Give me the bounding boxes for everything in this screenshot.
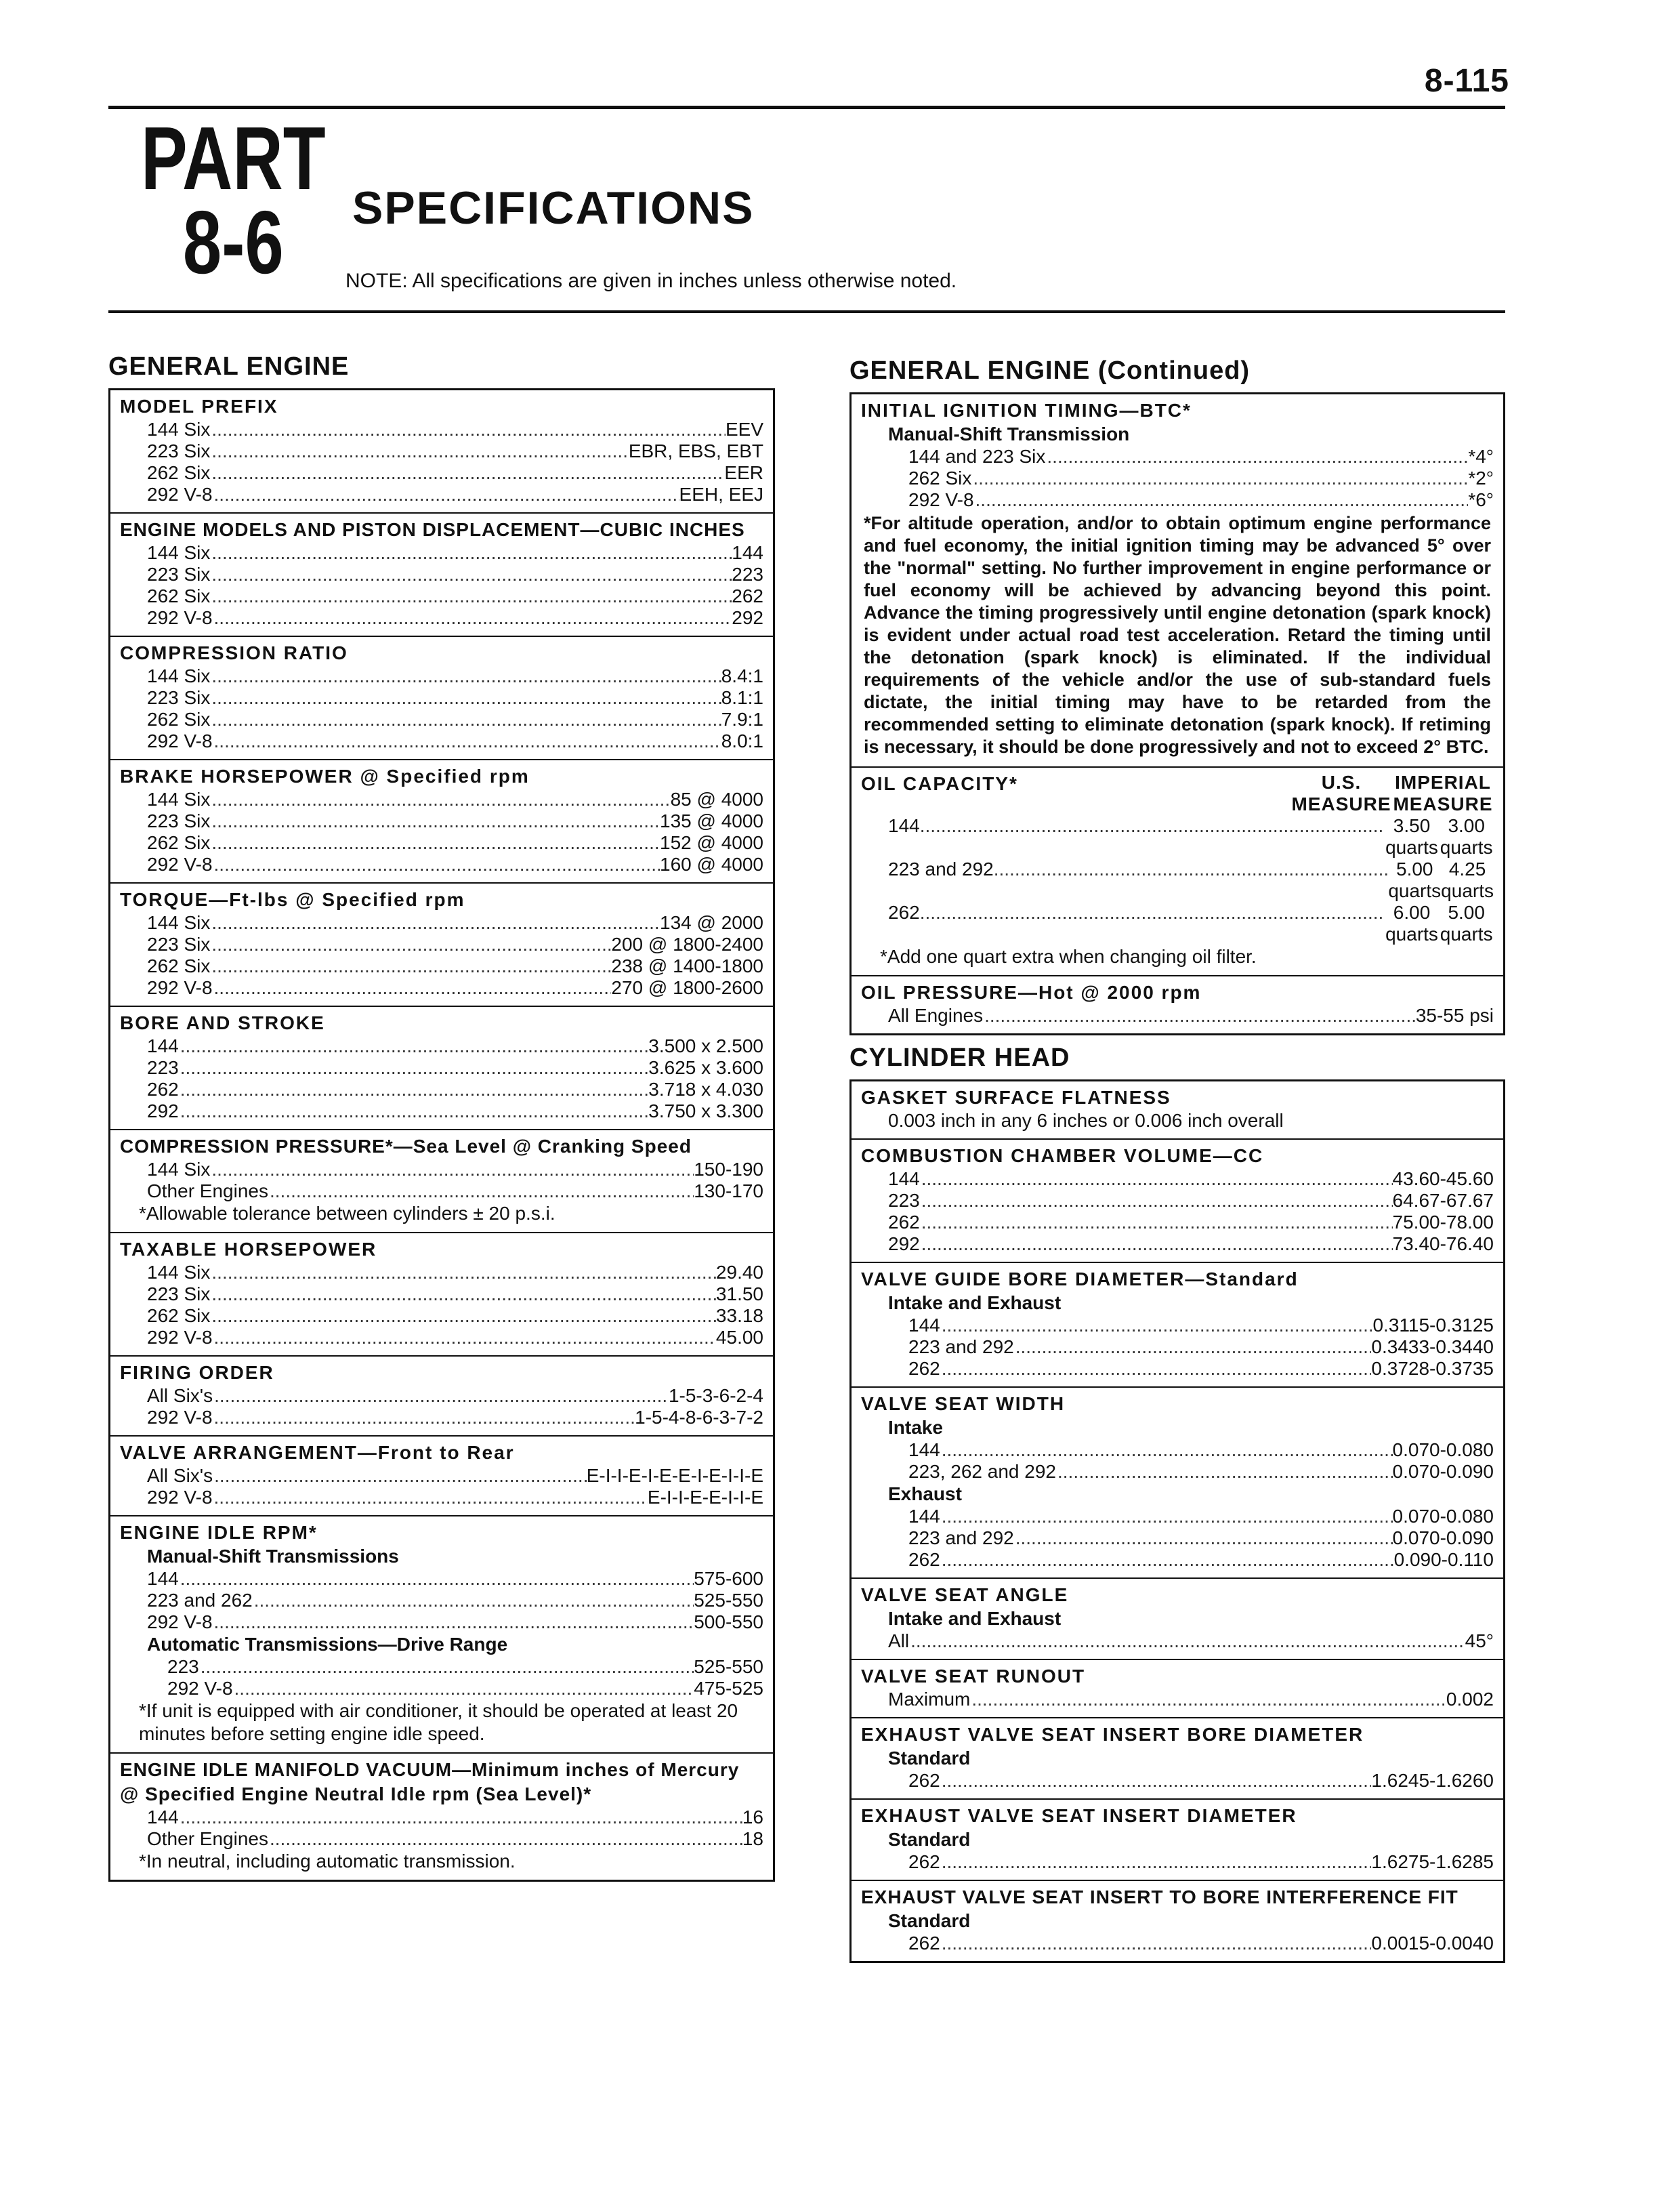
spec-row: Other Engines ..... 18 [120,1828,763,1850]
spec-row: 223 Six ..... 8.1:1 [120,687,763,709]
subheading: Standard [888,1829,971,1850]
guide-bore-section [852,1263,1503,1388]
spec-row: 144 ..... 0.070-0.080 [861,1506,1494,1527]
imperial-measure-header: IMPERIAL MEASURE [1393,772,1493,814]
seat-angle-section [852,1579,1503,1660]
spec-row: 144 Six ..... 29.40 [120,1262,763,1283]
us-measure-header: U.S. MEASURE [1291,772,1391,814]
spec-row: 262 ..... 1.6275-1.6285 [861,1851,1494,1873]
spec-row: 223 Six ..... 135 @ 4000 [120,810,763,832]
spec-row: 262 ..... 3.718 x 4.030 [120,1079,763,1100]
footnote: *In neutral, including automatic transmission. [139,1851,516,1872]
part-number: 8-6 [182,192,284,292]
subheading: Manual-Shift Transmission [888,424,1130,445]
section-heading: OIL CAPACITY* [861,773,1018,794]
seat-runout-section [852,1660,1503,1718]
spec-row: 292 V-8 ..... 8.0:1 [120,730,763,752]
combustion-volume-section [852,1140,1503,1263]
spec-row: 292 V-8 ..... 270 @ 1800-2600 [120,977,763,999]
spec-row: 144 Six ..... 144 [120,542,763,564]
section-heading: COMPRESSION RATIO [120,642,348,663]
spec-row: 262 ..... 0.3728-0.3735 [861,1358,1494,1380]
section-heading: TORQUE—Ft-lbs @ Specified rpm [120,889,465,910]
oil-pressure-section [852,976,1503,1033]
ignition-timing-section [852,394,1503,768]
seat-width-section [852,1388,1503,1579]
section-heading: BRAKE HORSEPOWER @ Specified rpm [120,766,530,787]
subheading: Intake and Exhaust [888,1292,1062,1313]
spec-row: 223 and 292 ..... 0.3433-0.3440 [861,1336,1494,1358]
spec-row: 223 Six ..... 223 [120,564,763,585]
section-heading: EXHAUST VALVE SEAT INSERT TO BORE INTERFERENCE FIT [861,1886,1458,1907]
section-heading: VALVE ARRANGEMENT—Front to Rear [120,1442,515,1463]
spec-row: 144 ..... 575-600 [120,1568,763,1590]
spec-row: 292 ..... 3.750 x 3.300 [120,1100,763,1122]
spec-row: 223 ..... 525-550 [120,1656,763,1678]
spec-row: 262 ..... 75.00-78.00 [861,1212,1494,1233]
footnote: *Allowable tolerance between cylinders ± 20 p.s.i. [139,1203,555,1224]
section-heading: ENGINE IDLE RPM* [120,1522,318,1543]
insert-bore-section [852,1718,1503,1800]
spec-row: 223 ..... 64.67-67.67 [861,1190,1494,1212]
spec-row: 292 V-8 ..... 292 [120,607,763,629]
spec-row: 144 Six ..... 85 @ 4000 [120,789,763,810]
spec-row: 262 Six ..... 33.18 [120,1305,763,1327]
insert-diameter-section [852,1800,1503,1881]
right-column-top [849,356,1505,1035]
model-prefix-section [110,390,773,514]
spec-row: 262 ..... 0.090-0.110 [861,1549,1494,1571]
firing-order-section [110,1357,773,1437]
valve-arrangement-section [110,1437,773,1516]
units-note: NOTE: All specifications are given in inches unless otherwise noted. [345,270,957,292]
spec-row: 223, 262 and 292 ..... 0.070-0.090 [861,1461,1494,1483]
spec-row: 223 and 292 ..... 0.070-0.090 [861,1527,1494,1549]
oil-row: 262 ..... 6.00 quarts 5.00 quarts [861,902,1494,945]
section-heading: EXHAUST VALVE SEAT INSERT BORE DIAMETER [861,1724,1364,1745]
cylinder-head-table [849,1079,1505,1963]
oil-capacity-section [852,768,1503,976]
section-heading: FIRING ORDER [120,1362,274,1383]
footnote: *Add one quart extra when changing oil filter. [880,946,1257,967]
subheading: Intake [888,1417,943,1438]
manifold-vacuum-section [110,1754,773,1880]
spec-row: 262 ..... 0.0015-0.0040 [861,1933,1494,1954]
spec-row: 223 and 262 ..... 525-550 [120,1590,763,1611]
part-word: PART [141,108,326,208]
spec-row: 144 ..... 16 [120,1807,763,1828]
spec-row: 262 Six ..... 7.9:1 [120,709,763,730]
spec-row: 144 ..... 43.60-45.60 [861,1168,1494,1190]
spec-row: 223 Six ..... 200 @ 1800-2400 [120,934,763,955]
insert-fit-section [852,1881,1503,1961]
section-heading: EXHAUST VALVE SEAT INSERT DIAMETER [861,1805,1297,1826]
section-heading: VALVE SEAT ANGLE [861,1584,1069,1605]
section-heading: OIL PRESSURE—Hot @ 2000 rpm [861,982,1202,1003]
section-heading: MODEL PREFIX [120,396,278,417]
spec-row: 262 Six ..... *2° [861,468,1494,489]
spec-row: 144 Six ..... 150-190 [120,1159,763,1180]
subheading: Intake and Exhaust [888,1608,1062,1629]
spec-row: 292 V-8 ..... 160 @ 4000 [120,854,763,875]
torque-section [110,884,773,1007]
section-heading: BORE AND STROKE [120,1012,325,1033]
oil-capacity-header [861,772,1494,815]
spec-row: 144 Six ..... 8.4:1 [120,665,763,687]
header-rule-bottom [108,310,1505,313]
gasket-flatness-section [852,1081,1503,1140]
subheading: Standard [888,1910,971,1931]
general-engine-table [108,388,775,1882]
page-title: SPECIFICATIONS [352,182,755,234]
spec-row: 262 Six ..... 262 [120,585,763,607]
spec-text: 0.003 inch in any 6 inches or 0.006 inch overall [888,1110,1284,1131]
spec-row: Other Engines ..... 130-170 [120,1180,763,1202]
compression-pressure-section [110,1130,773,1233]
spec-row: 144 and 223 Six ..... *4° [861,446,1494,468]
section-heading: ENGINE MODELS AND PISTON DISPLACEMENT—CUBIC INCHES [120,519,745,540]
spec-row: 144 ..... 3.500 x 2.500 [120,1035,763,1057]
subheading: Automatic Transmissions—Drive Range [147,1634,508,1655]
section-heading: VALVE GUIDE BORE DIAMETER—Standard [861,1268,1299,1289]
section-heading: COMPRESSION PRESSURE*—Sea Level @ Cranking Speed [120,1136,692,1157]
spec-row: 292 V-8 ..... *6° [861,489,1494,511]
section-heading: VALVE SEAT RUNOUT [861,1666,1086,1687]
spec-row: 144 ..... 0.070-0.080 [861,1439,1494,1461]
cylinder-head-title: CYLINDER HEAD [849,1044,1070,1072]
spec-row: 292 ..... 73.40-76.40 [861,1233,1494,1255]
spec-row: 262 Six ..... 152 @ 4000 [120,832,763,854]
spec-row: 262 ..... 1.6245-1.6260 [861,1770,1494,1792]
bore-stroke-section [110,1007,773,1130]
spec-row: 144 Six ..... 134 @ 2000 [120,912,763,934]
taxable-horsepower-section [110,1233,773,1357]
section-heading: ENGINE IDLE MANIFOLD VACUUM—Minimum inches of Mercury @ Specified Engine Neutral Idle rpm (Sea Level)* [120,1759,740,1804]
spec-row: 292 V-8 ..... E-I-I-E-E-I-I-E [120,1487,763,1508]
spec-row: 292 V-8 ..... EEH, EEJ [120,484,763,505]
brake-horsepower-section [110,760,773,884]
page-number: 8-115 [1424,63,1509,99]
spec-row: 292 V-8 ..... 1-5-4-8-6-3-7-2 [120,1407,763,1428]
spec-row: 144 ..... 0.3115-0.3125 [861,1315,1494,1336]
spec-row: 144 Six ..... EEV [120,419,763,440]
right-column-bottom [849,1044,1505,1963]
general-engine-continued-table [849,392,1505,1035]
spec-row: 292 V-8 ..... 475-525 [120,1678,763,1699]
spec-row: 292 V-8 ..... 45.00 [120,1327,763,1348]
oil-row: 144 ..... 3.50 quarts 3.00 quarts [861,815,1494,859]
general-engine-title: GENERAL ENGINE [108,352,350,381]
section-heading: GASKET SURFACE FLATNESS [861,1087,1171,1108]
section-heading: COMBUSTION CHAMBER VOLUME—CC [861,1145,1264,1166]
idle-rpm-section [110,1516,773,1754]
left-column [108,352,775,1882]
spec-row: All ..... 45° [861,1630,1494,1652]
timing-footnote: *For altitude operation, and/or to obtain optimum engine performance and fuel economy, the initial ignition timing may be advanced 5° over the "normal" setting. No further improvement in engine performance or fuel economy will be achieved by advancing beyond this point. Advance the timing progressively until engine detonation (spark knock) is evident under actual road test acceleration. Retard the timing until the detonation (spark knock) is eliminated. If the individual requirements of the vehicle and/or the use of sub-standard fuels dictate, the initial timing may have to be retarded from the recommended setting to eliminate detonation (spark knock). If retiming is necessary, it should be done progressively and not to exceed 2° BTC. [864,513,1491,757]
section-heading: VALVE SEAT WIDTH [861,1393,1066,1414]
compression-ratio-section [110,637,773,760]
spec-row: All Six's ..... 1-5-3-6-2-4 [120,1385,763,1407]
spec-row: All Engines ..... 35-55 psi [861,1005,1494,1027]
spec-row: All Six's ..... E-I-I-E-I-E-E-I-E-I-I-E [120,1465,763,1487]
displacement-section [110,514,773,637]
spec-row: 292 V-8 ..... 500-550 [120,1611,763,1633]
spec-row: 223 Six ..... EBR, EBS, EBT [120,440,763,462]
subheading: Exhaust [888,1483,962,1504]
subheading: Standard [888,1748,971,1769]
part-label [141,108,326,292]
spec-row: 223 Six ..... 31.50 [120,1283,763,1305]
subheading: Manual-Shift Transmissions [147,1546,399,1567]
spec-row: 223 ..... 3.625 x 3.600 [120,1057,763,1079]
section-heading: INITIAL IGNITION TIMING—BTC* [861,400,1192,421]
general-engine-continued-title: GENERAL ENGINE (Continued) [849,356,1251,385]
spec-row: 262 Six ..... 238 @ 1400-1800 [120,955,763,977]
footnote: *If unit is equipped with air conditioner, it should be operated at least 20 minutes before setting engine idle speed. [139,1700,738,1744]
section-heading: TAXABLE HORSEPOWER [120,1239,377,1260]
spec-row: 262 Six ..... EER [120,462,763,484]
spec-row: Maximum ..... 0.002 [861,1689,1494,1710]
oil-row: 223 and 292 ..... 5.00 quarts 4.25 quarts [861,859,1494,902]
